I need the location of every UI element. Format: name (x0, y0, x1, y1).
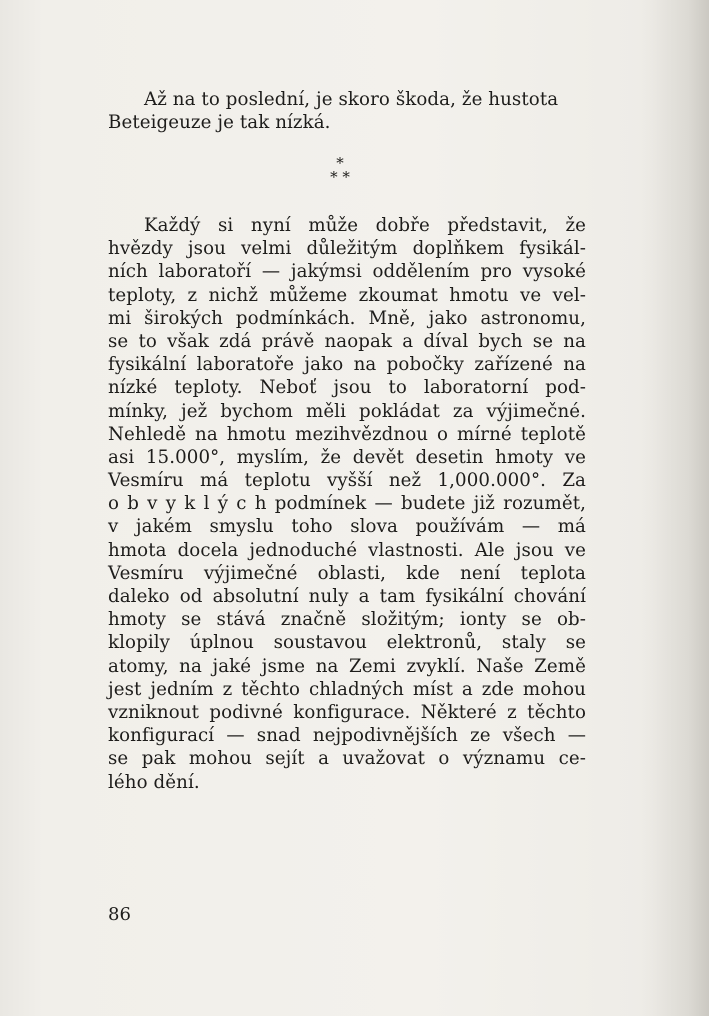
paragraph-line: nízké teploty. Neboť jsou to laboratorní pod- (108, 377, 586, 399)
separator-top: * (336, 154, 344, 172)
intro-text (108, 88, 586, 134)
main-paragraph (108, 214, 586, 794)
paragraph-line: se pak mohou sejít a uvažovat o významu ce- (108, 748, 586, 770)
paragraph-line: Každý si nyní může dobře představit, že (144, 215, 586, 236)
paragraph-line: hmota docela jednoduché vlastnosti. Ale jsou ve (108, 539, 586, 561)
paragraph-line: mínky, jež bychom měli pokládat za výjimečné. (108, 400, 586, 422)
paragraph-line: Nehledě na hmotu mezihvězdnou o mírné teplotě (108, 423, 586, 445)
paragraph-line: fysikální laboratoře jako na pobočky zařízené na (108, 354, 586, 376)
paragraph-line: atomy, na jaké jsme na Zemi zvyklí. Naše Země (108, 655, 586, 677)
paragraph-line: klopily úplnou soustavou elektronů, staly se (108, 632, 586, 654)
section-separator (320, 156, 360, 190)
intro-line: Beteigeuze je tak nízká. (108, 112, 331, 134)
paragraph-line: ních laboratoří — jakýmsi oddělením pro vysoké (108, 261, 586, 283)
paragraph-line: daleko od absolutní nuly a tam fysikální chování (108, 586, 586, 607)
page-number: 86 (108, 904, 131, 925)
paragraph-line: se to však zdá právě naopak a díval bych se na (108, 330, 586, 352)
paragraph-line: mi širokých podmínkách. Mně, jako astronomu, (108, 307, 586, 329)
intro-line: Až na to poslední, je skoro škoda, že hustota (144, 89, 559, 110)
paragraph-line: jest jedním z těchto chladných míst a zde mohou (108, 678, 586, 700)
paragraph-line: konfigurací — snad nejpodivnějších ze všech — (108, 725, 586, 747)
separator-bottom: * * (330, 168, 350, 186)
paragraph-line: hvězdy jsou velmi důležitým doplňkem fysikál- (108, 238, 586, 260)
paragraph-line: vzniknout podivné konfigurace. Některé z těchto (108, 701, 586, 723)
paragraph-line: o b v y k l ý c h podmínek — budete již rozumět, (108, 493, 586, 515)
page-fold-shadow (639, 0, 709, 1016)
paragraph-line: teploty, z nichž můžeme zkoumat hmotu ve vel- (108, 284, 586, 306)
paragraph-line: hmoty se stává značně složitým; ionty se ob- (108, 609, 586, 631)
paragraph-line: asi 15.000°, myslím, že devět desetin hmoty ve (108, 446, 586, 468)
paragraph-line: lého dění. (108, 771, 200, 793)
paragraph-line: Vesmíru výjimečné oblasti, kde není teplota (108, 562, 586, 584)
paragraph-line: Vesmíru má teplotu vyšší než 1,000.000°. Za (108, 470, 586, 492)
paragraph-line: v jakém smyslu toho slova používám — má (108, 516, 586, 538)
